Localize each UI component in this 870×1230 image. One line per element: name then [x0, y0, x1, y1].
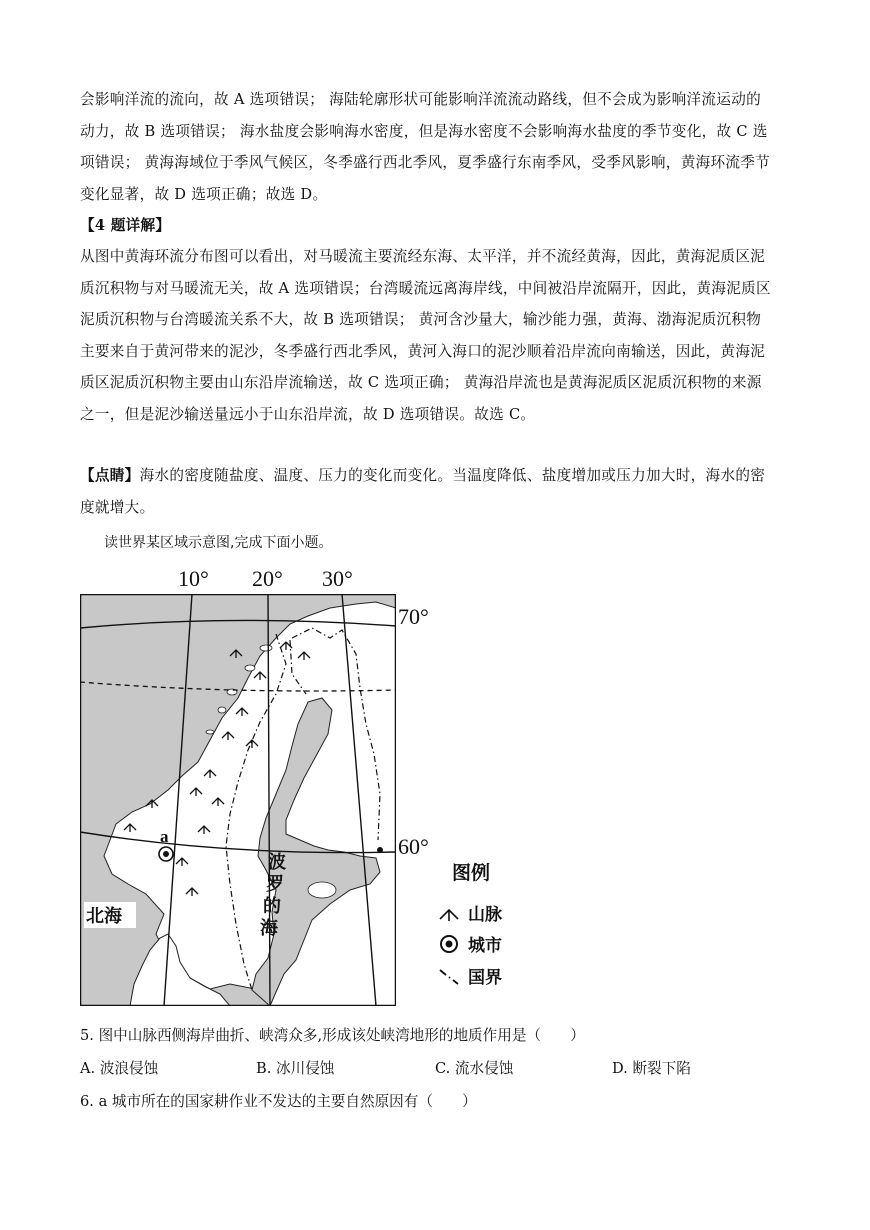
text-line: 项错误； 黄海海域位于季风气候区，冬季盛行西北季风，夏季盛行东南季风，受季风影响，黄海环流季节: [80, 154, 771, 171]
baltic-char: 罗: [266, 874, 284, 895]
city-icon: [438, 934, 460, 954]
city-helsinki-marker: [377, 847, 383, 853]
question-6-stem: 6. a 城市所在的国家耕作业不发达的主要自然原因有（ ）: [80, 1093, 477, 1110]
text-line: 泥质沉积物与台湾暖流关系不大，故 B 选项错误； 黄河含沙量大，输沙能力强，黄海、渤海泥质沉积物: [80, 311, 762, 328]
text-line: 质沉积物与对马暖流无关，故 A 选项错误；台湾暖流远离海岸线，中间被沿岸流隔开，因此，黄海泥质区: [80, 279, 771, 297]
text-line: 从图中黄海环流分布图可以看出，对马暖流主要流经东海、太平洋，并不流经黄海，因此，黄海泥质区泥: [80, 248, 766, 265]
legend-mountain: [438, 900, 502, 925]
q5-option-d[interactable]: D. 断裂下陷: [612, 1060, 691, 1077]
answer-paragraph-3: [80, 84, 792, 210]
legend-city-label: 城市: [468, 936, 502, 956]
text-line: 主要来自于黄河带来的泥沙，冬季盛行西北季风，黄河入海口的泥沙顺着沿岸流向南输送，因此，黄海泥: [80, 342, 766, 360]
lon-label-20: 20°: [252, 566, 283, 591]
lat-label-60: 60°: [398, 834, 429, 859]
city-a-label: a: [160, 827, 169, 846]
city-a-marker: [159, 847, 173, 861]
legend-city: [438, 931, 502, 956]
legend-title: 图例: [452, 862, 491, 884]
answer-paragraph-4: [80, 241, 792, 430]
lon-label-10: 10°: [178, 566, 209, 591]
baltic-char: 波: [268, 852, 286, 873]
q5-option-a[interactable]: A. 波浪侵蚀: [80, 1060, 159, 1077]
q5-option-b[interactable]: B. 冰川侵蚀: [256, 1060, 335, 1077]
tip-label: 【点睛】: [80, 467, 140, 484]
text-line: 动力，故 B 选项错误； 海水盐度会影响海水密度，但是海水密度不会影响海水盐度的季节变化，故 C 选: [80, 122, 768, 140]
border-line-icon: [438, 967, 460, 985]
text-line: 之一，但是泥沙输送量远小于山东沿岸流，故 D 选项错误。故选 C。: [80, 405, 536, 423]
text-line: 会影响洋流的流向，故 A 选项错误； 海陆轮廓形状可能影响洋流流动路线，但不会成为影响洋流运动的: [80, 91, 761, 108]
tip-paragraph: [80, 460, 792, 523]
legend-mountain-label: 山脉: [468, 905, 502, 925]
legend-border-label: 国界: [468, 968, 502, 988]
detail-heading: 【4 题详解】: [80, 217, 171, 234]
text-line: 度就增大。: [80, 498, 155, 516]
baltic-char: 的: [263, 896, 281, 917]
mountain-icon: [438, 905, 460, 921]
legend-border: [438, 963, 502, 988]
question-intro: 读世界某区域示意图,完成下面小题。: [104, 535, 333, 551]
lat-label-70: 70°: [398, 604, 429, 629]
text-line: 质区泥质沉积物主要由山东沿岸流输送，故 C 选项正确； 黄海沿岸流也是黄海泥质区泥质沉积物的来源: [80, 374, 762, 391]
tip-text: 海水的密度随盐度、温度、压力的变化而变化。当温度降低、盐度增加或压力加大时，海水的密: [139, 467, 766, 484]
baltic-char: 海: [260, 918, 278, 939]
region-map: [80, 594, 396, 1006]
text-line: 变化显著，故 D 选项正确；故选 D。: [80, 185, 328, 203]
lon-label-30: 30°: [322, 566, 353, 591]
north-sea-label: 北海: [86, 906, 122, 927]
question-5-stem: 5. 图中山脉西侧海岸曲折、峡湾众多,形成该处峡湾地形的地质作用是（ ）: [80, 1027, 585, 1044]
q5-option-c[interactable]: C. 流水侵蚀: [435, 1060, 514, 1077]
